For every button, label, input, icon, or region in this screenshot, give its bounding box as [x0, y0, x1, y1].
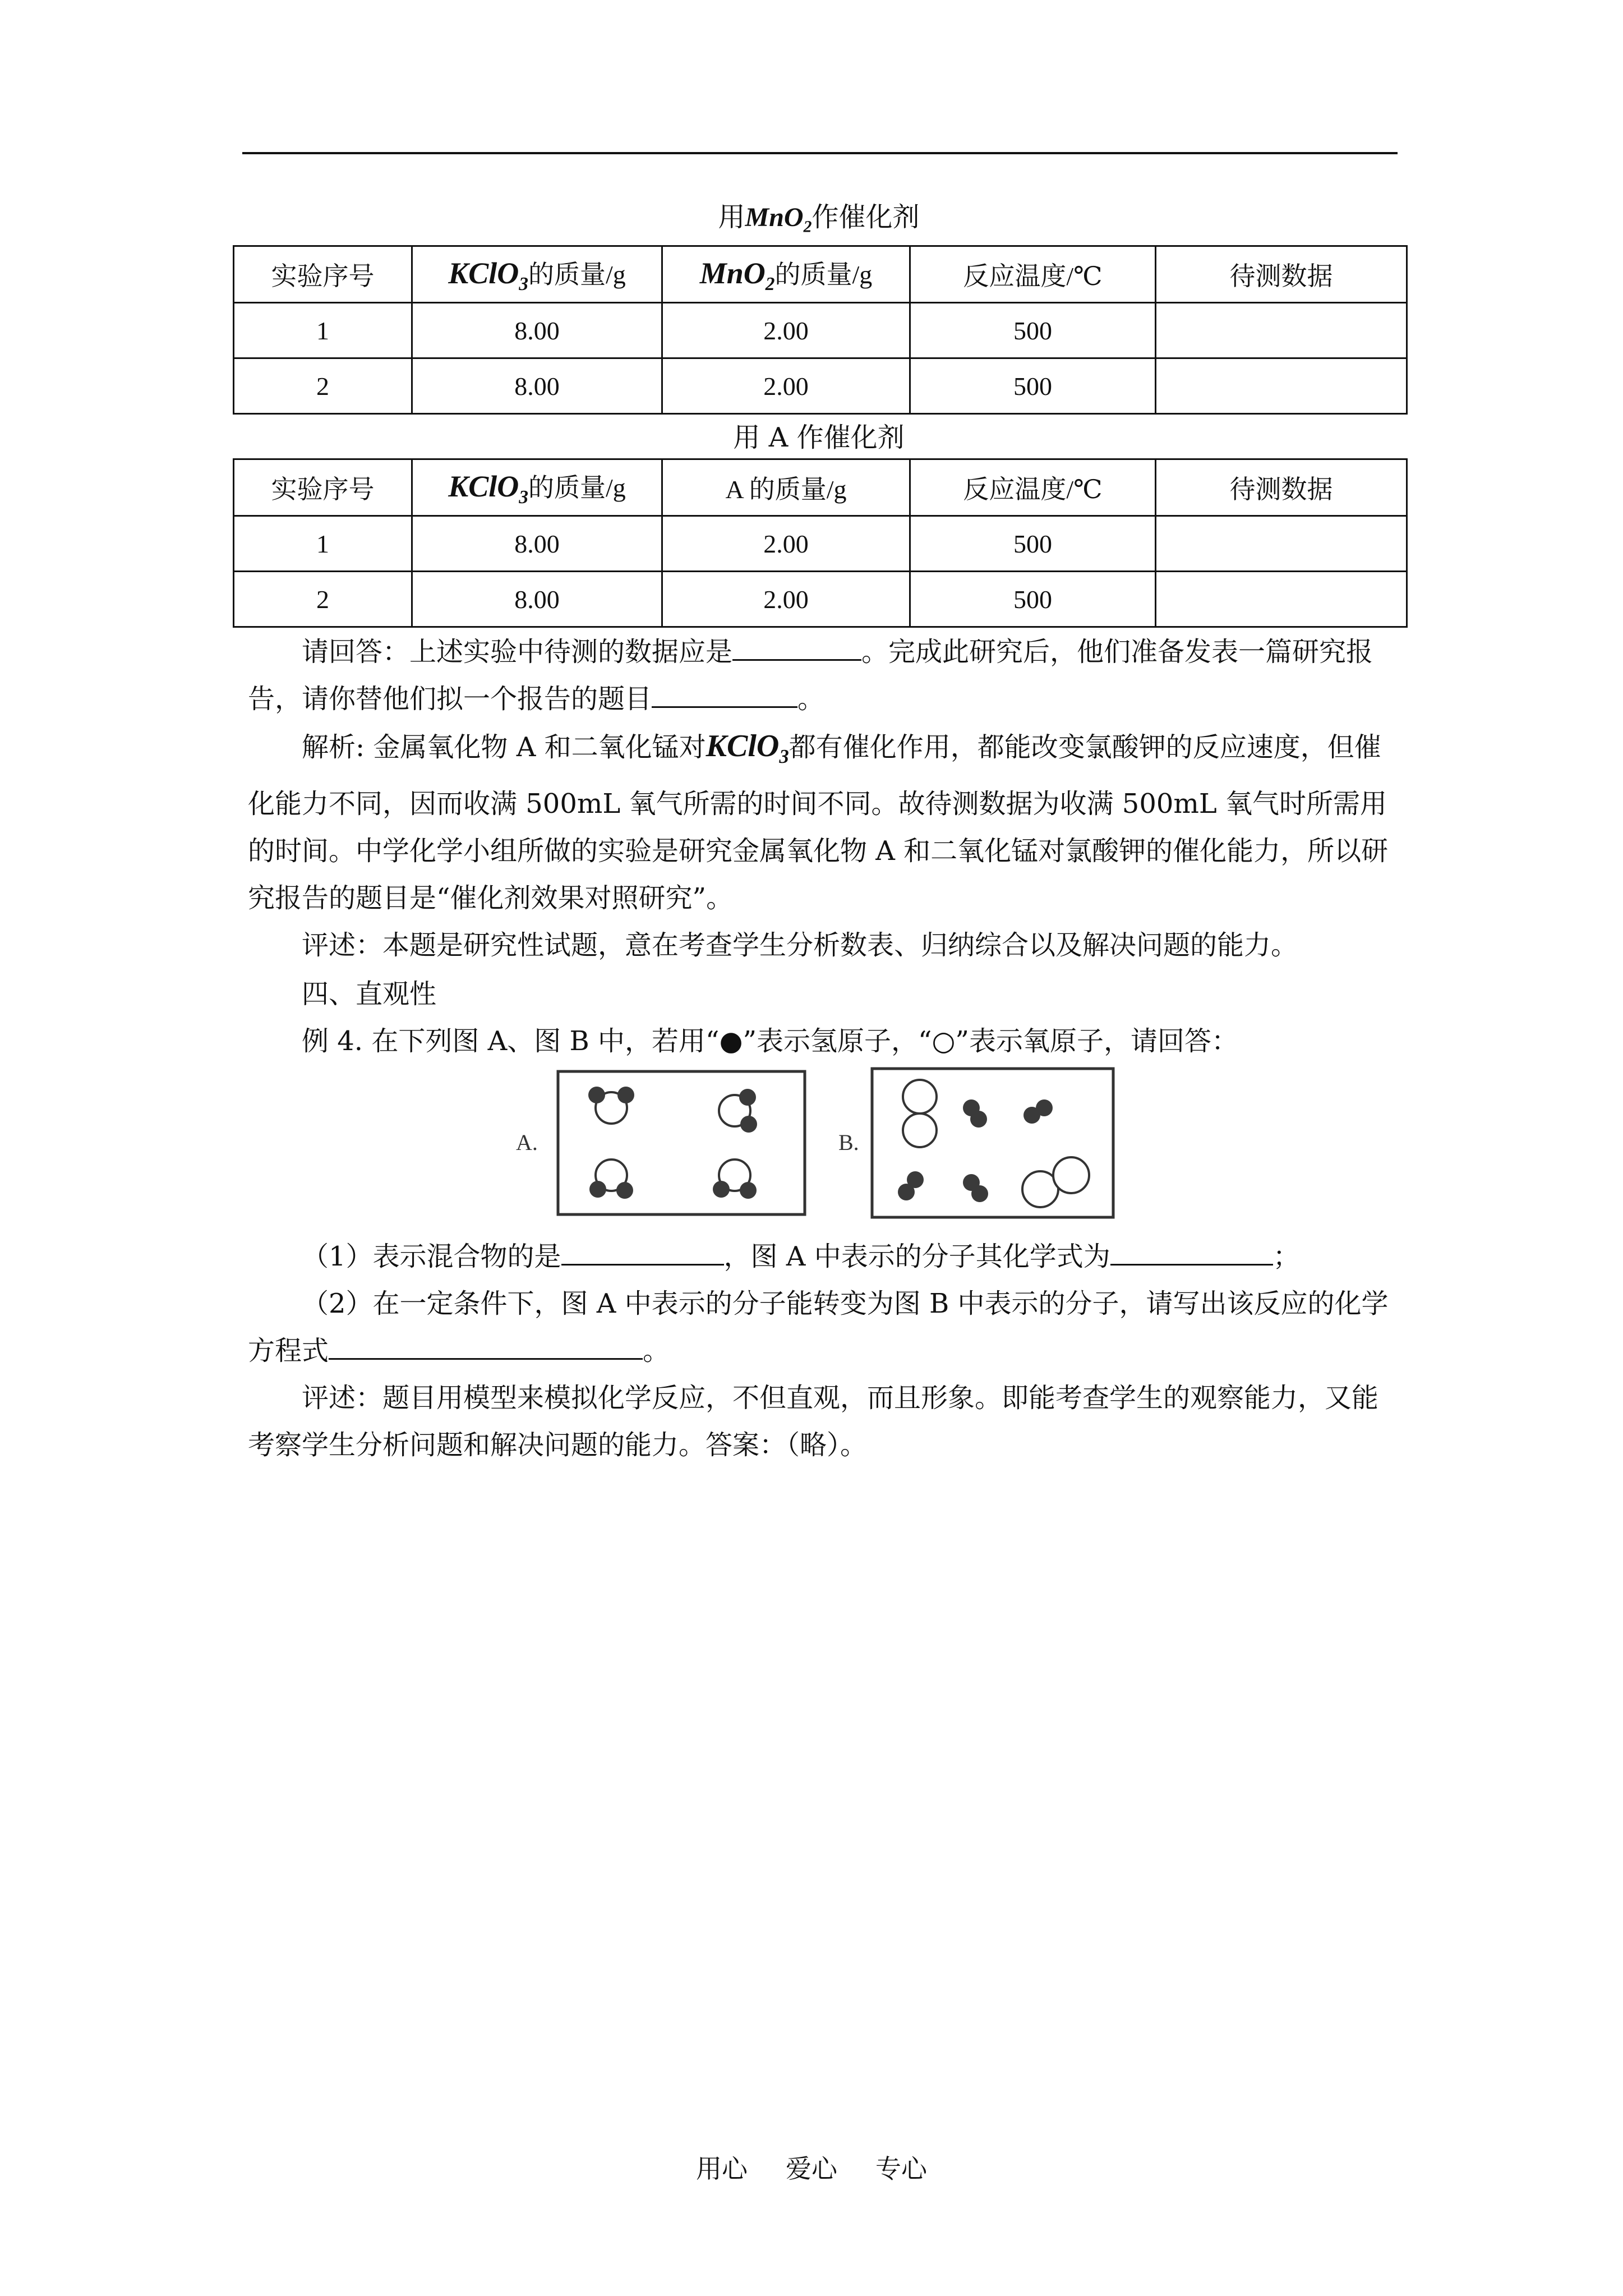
table1-caption-prefix: 用 [718, 201, 745, 233]
comment-paragraph: 评述：本题是研究性试题，意在考查学生分析数表、归纳综合以及解决问题的能力。 [302, 930, 1298, 961]
cell-temperature: 500 [910, 303, 1156, 358]
header-pending-data: 待测数据 [1156, 246, 1407, 303]
header-temperature: 反应温度/℃ [910, 246, 1156, 303]
cell-temperature: 500 [910, 516, 1156, 572]
cell-kclo3: 8.00 [412, 516, 662, 572]
table1-header-row [234, 246, 1407, 303]
answer-blank [652, 678, 797, 708]
answer-blank [561, 1236, 724, 1266]
cell-kclo3: 8.00 [412, 303, 662, 358]
header-experiment-no: 实验序号 [234, 459, 412, 516]
table-row [234, 516, 1407, 572]
header-a-mass: A 的质量/g [662, 459, 910, 516]
label-a: A. [516, 1130, 538, 1155]
table2-header-row [234, 459, 1407, 516]
header-kclo3-mass: KClO$_3$的质量/g [412, 246, 662, 303]
text-block-2 [248, 970, 1398, 1065]
kclo3-formula: KClO$_3$ [706, 729, 789, 768]
table-row [234, 572, 1407, 627]
cell-no: 1 [234, 303, 412, 358]
table1-caption [233, 201, 1405, 243]
example-question: 例 4. 在下列图 A、图 B 中，若用“●”表示氢原子，“○”表示氧原子，请回答： [302, 1025, 1238, 1057]
cell-catalyst: 2.00 [662, 516, 910, 572]
cell-pending-data [1156, 572, 1407, 627]
analysis-paragraph: 解析: 金属氧化物 A 和二氧化锰对KClO$_3$都有催化作用，都能改变氯酸钾的反应速度，但催化能力不同，因而收满 500mL 氧气所需的时间不同。故待测数据为收满 500mL 氧气时所需用的时间。中学化学小组所做的实验是研究金属氧化物 A 和二氧化锰对氯酸钾的催化能力，所以研究报告的题目是“催化剂效果对照研究”。 [248, 729, 1389, 914]
cell-kclo3: 8.00 [412, 572, 662, 627]
section-heading: 四、直观性 [302, 978, 437, 1010]
answer-blank [732, 631, 861, 661]
cell-pending-data [1156, 516, 1407, 572]
table-row [234, 303, 1407, 358]
comment-paragraph-2: 评述：题目用模型来模拟化学反应，不但直观，而且形象。即能考查学生的观察能力，又能考察学生分析问题和解决问题的能力。答案：（略）。 [248, 1382, 1379, 1461]
header-pending-data: 待测数据 [1156, 459, 1407, 516]
cell-no: 2 [234, 572, 412, 627]
page-footer [0, 2148, 1623, 2185]
text-block-3 [248, 1233, 1398, 1469]
molecule-diagram [505, 1066, 1122, 1223]
question-1: （1）表示混合物的是 ，图 A 中表示的分子其化学式为 ； [248, 1233, 1398, 1280]
cell-no: 2 [234, 358, 412, 414]
table2 [233, 458, 1408, 628]
footer-text: 用心 [696, 2154, 748, 2184]
table2-caption: 用 A 作催化剂 [733, 422, 905, 453]
answer-blank [1110, 1236, 1273, 1266]
header-experiment-no: 实验序号 [234, 246, 412, 303]
header-mno2-mass: MnO$_2$的质量/g [662, 246, 910, 303]
table1-caption-suffix: 作催化剂 [811, 201, 920, 233]
cell-no: 1 [234, 516, 412, 572]
cell-pending-data [1156, 303, 1407, 358]
footer-text: 专心 [875, 2154, 927, 2184]
table1 [233, 245, 1408, 415]
header-temperature: 反应温度/℃ [910, 459, 1156, 516]
text-block-1 [248, 628, 1398, 969]
cell-catalyst: 2.00 [662, 572, 910, 627]
cell-pending-data [1156, 358, 1407, 414]
footer-text: 爱心 [786, 2154, 837, 2184]
question-2: （2）在一定条件下，图 A 中表示的分子能转变为图 B 中表示的分子，请写出该反应的化学方程式 。 [248, 1288, 1389, 1366]
cell-kclo3: 8.00 [412, 358, 662, 414]
table1-caption-formula: MnO$_2$ [745, 203, 812, 236]
cell-temperature: 500 [910, 572, 1156, 627]
label-b: B. [838, 1130, 859, 1155]
table-row [234, 358, 1407, 414]
cell-temperature: 500 [910, 358, 1156, 414]
question-paragraph: 请回答：上述实验中待测的数据应是 。完成此研究后，他们准备发表一篇研究报告，请你替他们拟一个报告的题目 。 [248, 628, 1398, 723]
cell-catalyst: 2.00 [662, 303, 910, 358]
header-kclo3-mass: KClO$_3$的质量/g [412, 459, 662, 516]
header-rule [242, 152, 1398, 154]
cell-catalyst: 2.00 [662, 358, 910, 414]
answer-blank [329, 1330, 643, 1360]
